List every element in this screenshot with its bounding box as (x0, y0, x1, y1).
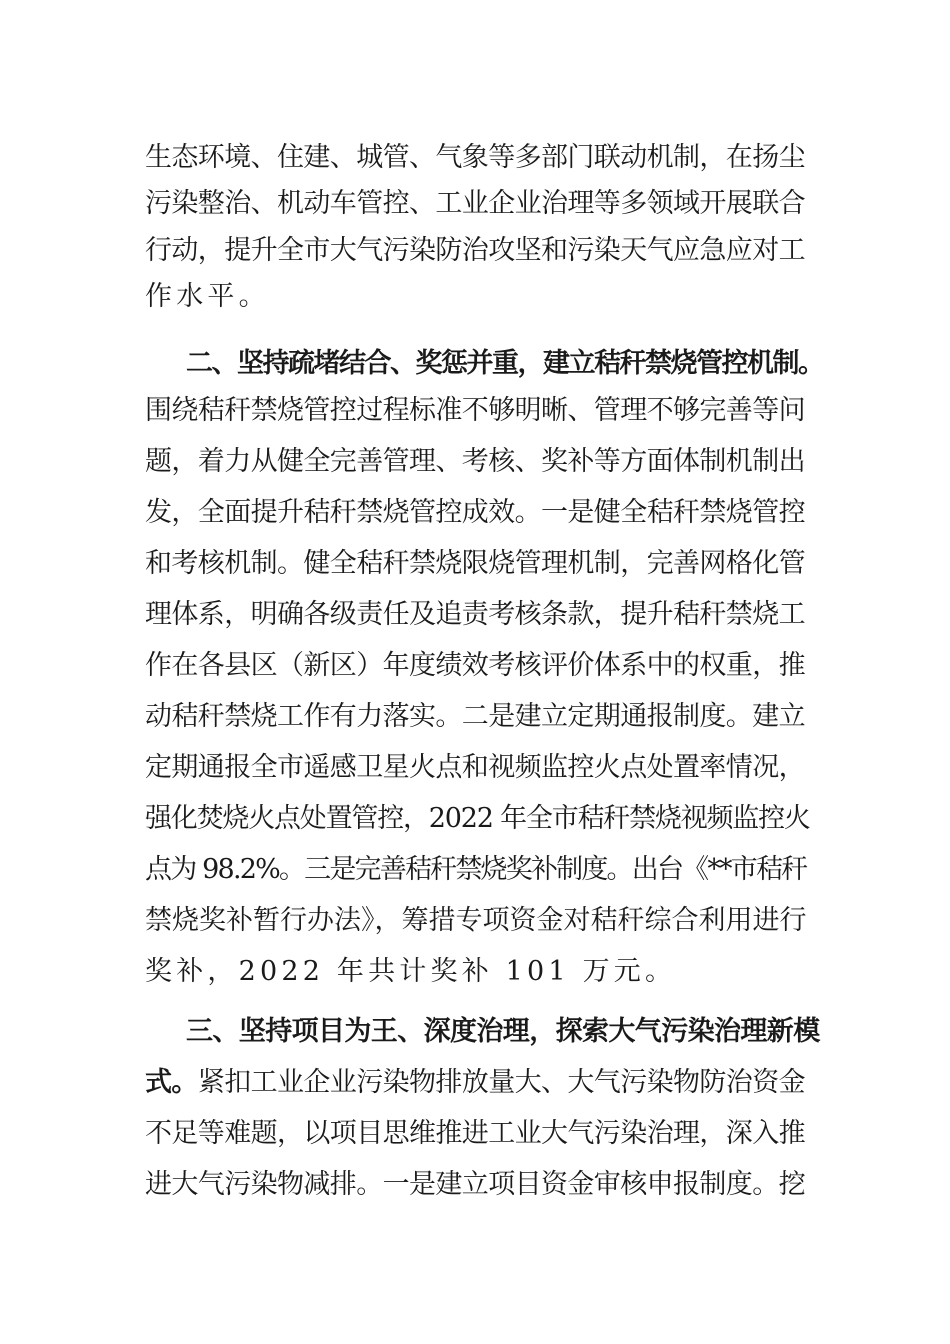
paragraph-line-10: 作在各县区（新区）年度绩效考核评价体系中的权重，推 (145, 650, 805, 681)
paragraph-line-5: 围绕秸秆禁烧管控过程标准不够明晰、管理不够完善等问 (145, 395, 805, 426)
paragraph-line-7: 发，全面提升秸秆禁烧管控成效。一是健全秸秆禁烧管控 (145, 497, 805, 528)
paragraph-line-19: 进大气污染物减排。一是建立项目资金审核申报制度。挖 (145, 1169, 805, 1200)
paragraph-line-8: 和考核机制。健全秸秆禁烧限烧管理机制，完善网格化管 (145, 548, 805, 579)
paragraph-line-11: 动秸秆禁烧工作有力落实。二是建立定期通报制度。建立 (145, 701, 805, 732)
paragraph-line-12: 定期通报全市遥感卫星火点和视频监控火点处置率情况， (145, 752, 805, 783)
section-heading-3: 三、坚持项目为王、深度治理，探索大气污染治理新模 (186, 1016, 820, 1047)
paragraph-line-17-text: 紧扣工业企业污染物排放量大、大气污染物防治资金 (197, 1067, 806, 1098)
paragraph-line-16: 奖补，2022 年共计奖补 101 万元。 (145, 956, 677, 987)
paragraph-line-14: 点为 98.2%。三是完善秸秆禁烧奖补制度。出台《**市秸秆 (145, 854, 807, 885)
paragraph-line-2: 污染整治、机动车管控、工业企业治理等多领域开展联合 (145, 188, 805, 219)
section-heading-3-tail: 式。 (145, 1067, 198, 1098)
paragraph-line-3: 行动，提升全市大气污染防治攻坚和污染天气应急应对工 (145, 235, 805, 266)
paragraph-line-15: 禁烧奖补暂行办法》，筹措专项资金对秸秆综合利用进行 (145, 905, 807, 936)
paragraph-line-17 (145, 1063, 810, 1103)
paragraph-line-9: 理体系，明确各级责任及追责考核条款，提升秸秆禁烧工 (145, 599, 805, 630)
paragraph-line-4: 作水平。 (145, 281, 270, 312)
paragraph-line-6: 题，着力从健全完善管理、考核、奖补等方面体制机制出 (145, 446, 805, 477)
section-heading-2: 二、坚持疏堵结合、奖惩并重，建立秸秆禁烧管控机制。 (186, 348, 824, 379)
paragraph-line-18: 不足等难题，以项目思维推进工业大气污染治理，深入推 (145, 1118, 805, 1149)
paragraph-line-1: 生态环境、住建、城管、气象等多部门联动机制，在扬尘 (145, 142, 805, 173)
paragraph-line-13: 强化焚烧火点处置管控，2022 年全市秸秆禁烧视频监控火 (145, 803, 810, 834)
